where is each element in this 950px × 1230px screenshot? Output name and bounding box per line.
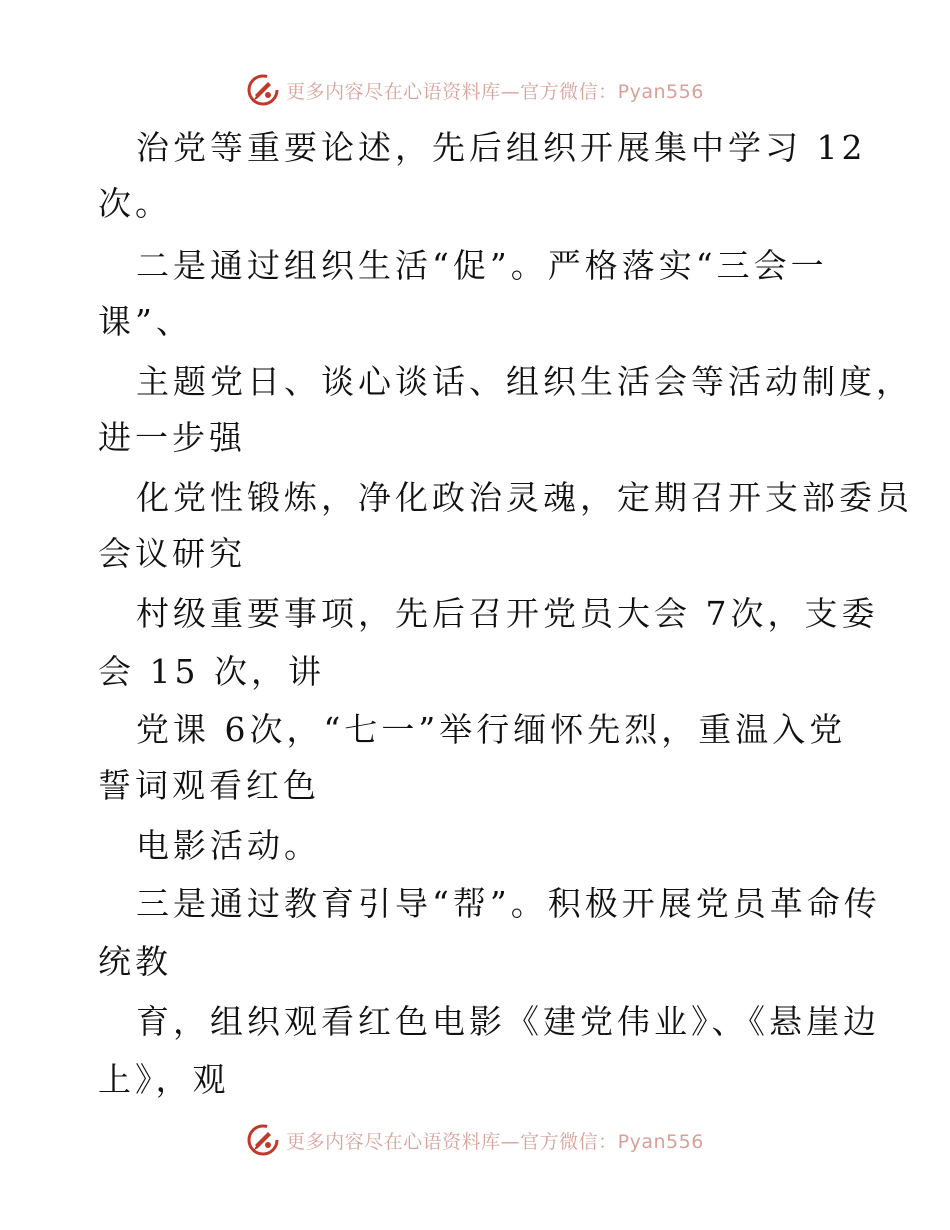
text-line: 二是通过组织生活“促”。严格落实“三会一 [136,246,828,285]
logo-icon [246,1123,280,1157]
text-line: 统教 [98,942,172,981]
text-line: 会议研究 [98,534,246,573]
text-line: 誓词观看红色 [98,766,320,805]
text-line: 主题党日、谈心谈话、组织生活会等活动制度， [136,362,913,401]
logo-icon [246,73,280,107]
text-line: 进一步强 [98,418,246,457]
text-line: 村级重要事项，先后召开党员大会 7次，支委 [136,594,879,633]
text-line: 课”、 [98,302,193,341]
watermark-footer [0,1120,950,1160]
text-line: 会 15 次，讲 [98,652,325,691]
text-line: 治党等重要论述，先后组织开展集中学习 12 [136,128,867,167]
text-line: 电影活动。 [136,826,321,865]
text-line: 化党性锻炼，净化政治灵魂，定期召开支部委员 [136,478,913,517]
watermark-text: 更多内容尽在心语资料库—官方微信：Pyan556 [286,1130,704,1153]
text-line: 育，组织观看红色电影《建党伟业》、《悬崖边 [136,1002,880,1041]
text-line: 次。 [98,184,172,223]
text-line: 上》，观 [98,1060,230,1099]
watermark-text: 更多内容尽在心语资料库—官方微信：Pyan556 [286,80,704,103]
text-line: 三是通过教育引导“帮”。积极开展党员革命传 [136,884,881,923]
watermark-header [0,70,950,110]
text-line: 党课 6次，“七一”举行缅怀先烈，重温入党 [136,710,847,749]
